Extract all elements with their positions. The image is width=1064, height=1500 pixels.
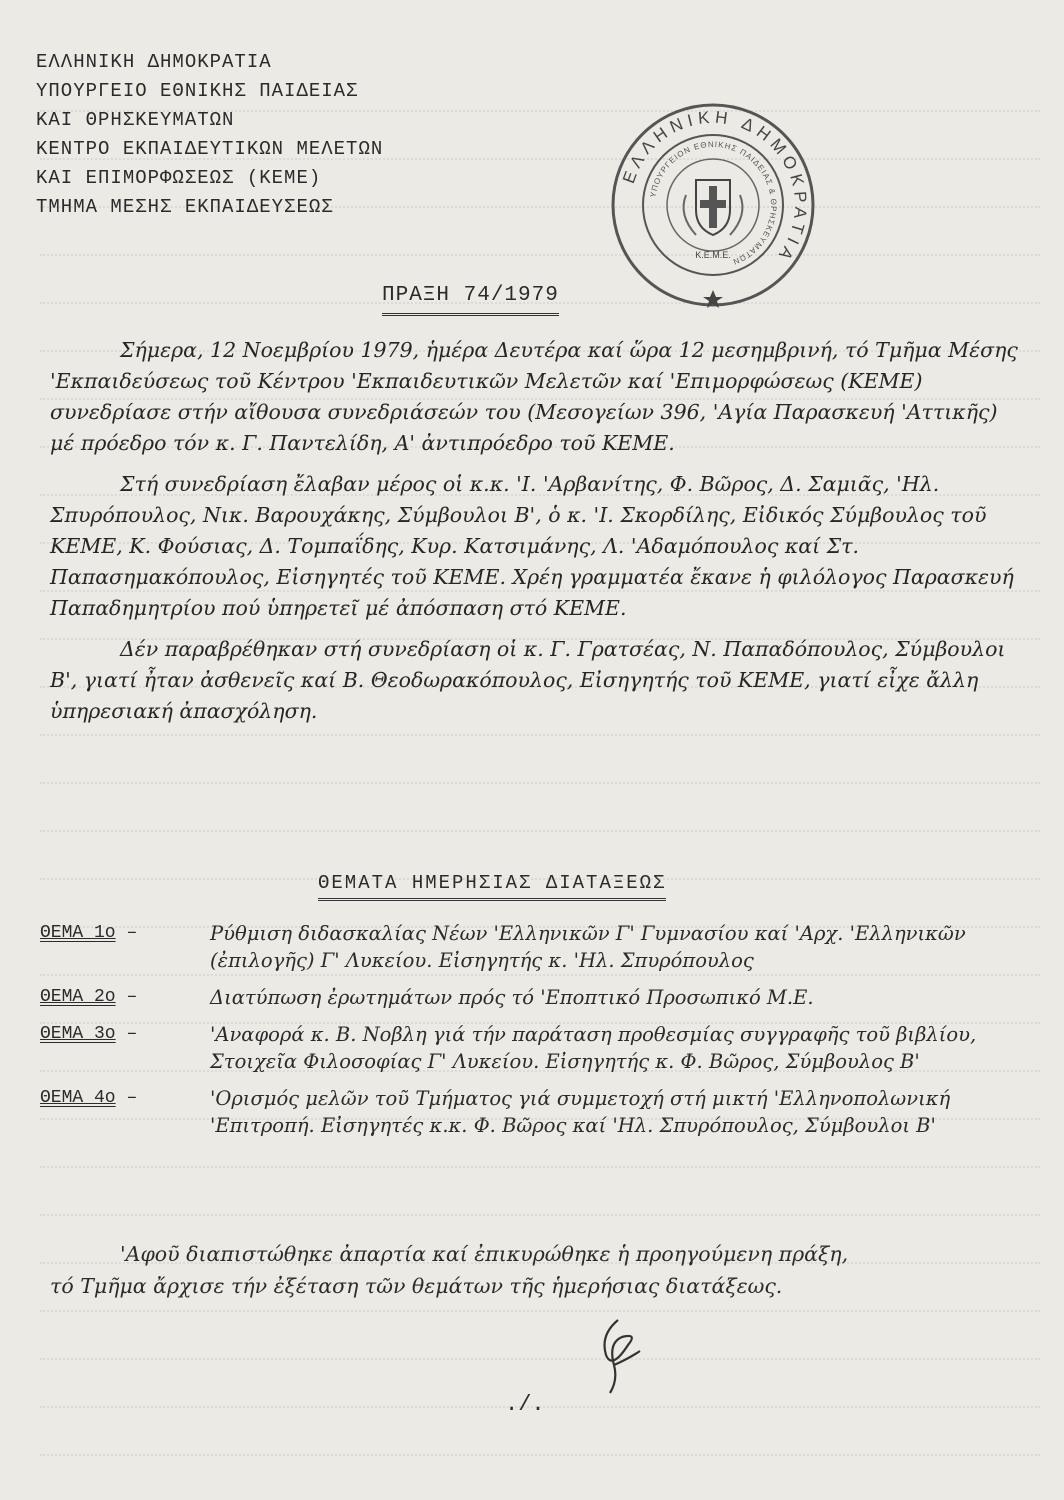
official-seal-stamp — [608, 100, 818, 310]
agenda-item-dash: – — [126, 987, 138, 1007]
agenda-item-dash: – — [126, 1088, 138, 1108]
agenda-item — [40, 984, 1040, 1011]
agenda-item-label: ΘΕΜΑ 1ο — [40, 923, 116, 943]
letterhead-line: ΚΑΙ ΘΡΗΣΚΕΥΜΑΤΩΝ — [36, 109, 235, 131]
agenda-item-label: ΘΕΜΑ 4ο — [40, 1088, 116, 1108]
letterhead — [36, 48, 383, 222]
letterhead-line: ΤΜΗΜΑ ΜΕΣΗΣ ΕΚΠΑΙΔΕΥΣΕΩΣ — [36, 196, 334, 218]
agenda-item-dash: – — [126, 923, 138, 943]
paragraph-attendees: Στή συνεδρίαση ἔλαβαν μέρος οἱ κ.κ. 'Ι. 'Αρβανίτης, Φ. Βῶρος, Δ. Σαμιᾶς, 'Ηλ. Σπυρόπουλος, Νικ. Βαρουχάκης, Σύμβουλοι Β', ὁ κ. 'Ι. Σκορδίλης, Εἰδικός Σύμβουλος τοῦ ΚΕΜΕ, Κ. Φούσιας, Δ. Τομπαΐδης, Κυρ. Κατσιμάνης, Λ. 'Αδαμόπουλος καί Στ. Παπασημακόπουλος, Εἰσηγητές τοῦ ΚΕΜΕ. Χρέη γραμματέα ἔκανε ἡ φιλόλογος Παρασκευή Παπαδημητρίου πού ὑπηρετεῖ μέ ἀπόσπαση στό ΚΕΜΕ. — [50, 472, 1014, 620]
agenda-item-text: Διατύπωση ἐρωτημάτων πρός τό 'Εποπτικό Προσωπικό Μ.Ε. — [210, 986, 814, 1009]
agenda-item-text: 'Ορισμός μελῶν τοῦ Τμήματος γιά συμμετοχή στή μικτή 'Ελληνοπολωνική 'Επιτροπή. Εἰσηγητές κ.κ. Φ. Βῶρος καί 'Ηλ. Σπυρόπουλος, Σύμβουλοι Β' — [210, 1087, 951, 1137]
closing-line-1: 'Αφοῦ διαπιστώθηκε ἀπαρτία καί ἐπικυρώθηκε ἡ προηγούμενη πράξη, — [120, 1242, 849, 1266]
bleed-through-text — [40, 80, 1040, 1430]
page-number: ./. — [505, 1392, 545, 1417]
agenda-item-text: Ρύθμιση διδασκαλίας Νέων 'Ελληνικῶν Γ' Γυμνασίου καί 'Αρχ. 'Ελληνικῶν (ἐπιλογῆς) Γ' Λυκείου. Εἰσηγητής κ. 'Ηλ. Σπυρόπουλος — [210, 922, 966, 972]
closing-text — [50, 1238, 1025, 1302]
paragraph-session-info: Σήμερα, 12 Νοεμβρίου 1979, ἡμέρα Δευτέρα καί ὥρα 12 μεσημβρινή, τό Τμῆμα Μέσης 'Εκπαιδεύσεως τοῦ Κέντρου 'Εκπαιδευτικῶν Μελετῶν καί 'Επιμορφώσεως (ΚΕΜΕ) συνεδρίασε στήν αἴθουσα συνεδριάσεών του (Μεσογείων 396, 'Αγία Παρασκευή 'Αττικῆς) μέ πρόεδρο τόν κ. Γ. Παντελίδη, Α' ἀντιπρόεδρο τοῦ ΚΕΜΕ. — [50, 338, 1018, 455]
agenda-list — [40, 920, 1040, 1149]
agenda-item — [40, 920, 1040, 974]
coat-of-arms-icon — [684, 180, 743, 235]
agenda-item-label: ΘΕΜΑ 3ο — [40, 1024, 116, 1044]
agenda-item-dash: – — [126, 1024, 138, 1044]
agenda-item-text: 'Αναφορά κ. Β. Νοβλη γιά τήν παράταση προθεσμίας συγγραφῆς τοῦ βιβλίου, Στοιχεῖα Φιλοσοφίας Γ' Λυκείου. Εἰσηγητής κ. Φ. Βῶρος, Σύμβουλος Β' — [210, 1023, 977, 1073]
letterhead-line: ΕΛΛΗΝΙΚΗ ΔΗΜΟΚΡΑΤΙΑ — [36, 51, 272, 73]
document-title: ΠΡΑΞΗ 74/1979 — [382, 284, 559, 316]
stamp-bottom-text: Κ.Ε.Μ.Ε. — [695, 250, 731, 260]
stamp-outer-text: ΕΛΛΗΝΙΚΗ ΔΗΜΟΚΡΑΤΙΑ — [619, 107, 811, 268]
letterhead-line: ΥΠΟΥΡΓΕΙΟ ΕΘΝΙΚΗΣ ΠΑΙΔΕΙΑΣ — [36, 80, 359, 102]
letterhead-line: ΚΑΙ ΕΠΙΜΟΡΦΩΣΕΩΣ (ΚΕΜΕ) — [36, 167, 322, 189]
agenda-item-label: ΘΕΜΑ 2ο — [40, 987, 116, 1007]
agenda-item — [40, 1021, 1040, 1075]
agenda-title: ΘΕΜΑΤΑ ΗΜΕΡΗΣΙΑΣ ΔΙΑΤΑΞΕΩΣ — [318, 872, 666, 901]
handwritten-signature — [588, 1315, 648, 1395]
stamp-inner-text: ΥΠΟΥΡΓΕΙΟΝ ΕΘΝΙΚΗΣ ΠΑΙΔΕΙΑΣ & ΘΡΗΣΚΕΥΜΑΤΩΝ — [648, 139, 779, 267]
paragraph-absentees: Δέν παραβρέθηκαν στή συνεδρίαση οἱ κ. Γ. Γρατσέας, Ν. Παπαδόπουλος, Σύμβουλοι Β', γιατί ἦταν ἀσθενεῖς καί Β. Θεοδωρακόπουλος, Εἰσηγητής τοῦ ΚΕΜΕ, γιατί εἶχε ἄλλη ὑπηρεσιακή ἀπασχόληση. — [50, 637, 1006, 723]
letterhead-line: ΚΕΝΤΡΟ ΕΚΠΑΙΔΕΥΤΙΚΩΝ ΜΕΛΕΤΩΝ — [36, 138, 384, 160]
minutes-body — [50, 335, 1025, 737]
agenda-item — [40, 1085, 1040, 1139]
closing-line-2: τό Τμῆμα ἄρχισε τήν ἐξέταση τῶν θεμάτων τῆς ἡμερήσιας διατάξεως. — [50, 1274, 783, 1298]
